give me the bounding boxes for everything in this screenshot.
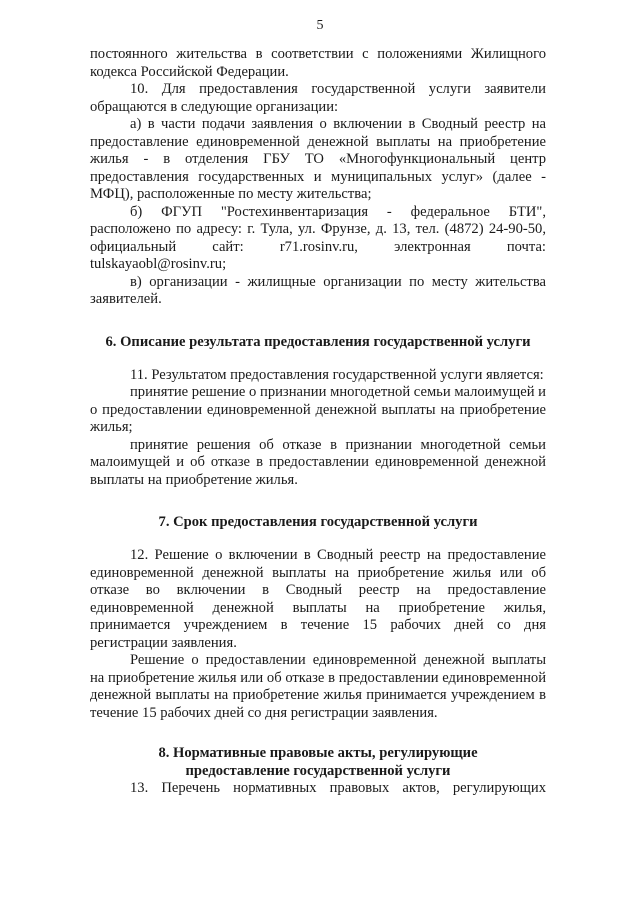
section-8-title-line1: 8. Нормативные правовые акты, регулирующие: [158, 745, 478, 761]
section-8-title: [90, 744, 546, 780]
paragraph-continuation: постоянного жительства в соответствии с положениями Жилищного кодекса Российской Федерации.: [90, 46, 546, 80]
paragraph-item-13: 13. Перечень нормативных правовых актов, регулирующих: [130, 780, 546, 796]
paragraph-decision-payment: Решение о предоставлении единовременной денежной выплаты на приобретение жилья или об отказе в предоставлении единовременной денежной выплаты на приобретение жилья принимается учреждением в течение 15 рабочих дней со дня регистрации заявления.: [90, 652, 546, 721]
paragraph-result-refusal: принятие решения об отказе в признании многодетной семьи малоимущей и об отказе в предоставлении единовременной денежной выплаты на приобретение жилья.: [90, 436, 546, 488]
section-6-title: 6. Описание результата предоставления государственной услуги: [105, 333, 531, 350]
paragraph-item-10a: а) в части подачи заявления о включении в Сводный реестр на предоставление единовременной денежной выплаты на приобретение жилья - в отделения ГБУ ТО «Многофункциональный центр предоставления государственных и муниципальных услуг» (далее - МФЦ), расположенные по месту жительства;: [90, 116, 546, 202]
paragraph-item-10b: б) ФГУП "Ростехинвентаризация - федеральное БТИ", расположено по адресу: г. Тула, ул. Фрунзе, д. 13, тел. (4872) 24-90-50, официальный сайт: r71.rosinv.ru, электронная почта: tulskayaobl@rosinv.ru;: [90, 203, 546, 272]
paragraph-item-10: 10. Для предоставления государственной услуги заявители обращаются в следующие организации:: [90, 81, 546, 115]
paragraph-item-11: 11. Результатом предоставления государственной услуги является:: [130, 366, 544, 383]
paragraph-item-12: 12. Решение о включении в Сводный реестр на предоставление единовременной денежной выплаты на приобретение жилья или об отказе во включении в Сводный реестр на предоставление единовременной денежной выплаты на приобретение жилья, принимается учреждением в течение 15 рабочих дней со дня регистрации заявления.: [90, 547, 546, 651]
document-body: [90, 46, 546, 798]
paragraph-result-grant: принятие решение о признании многодетной семьи малоимущей и о предоставлении единовременной денежной выплаты на приобретение жилья;: [90, 384, 546, 435]
page-number: 5: [316, 18, 324, 33]
section-7-title: 7. Срок предоставления государственной услуги: [158, 514, 478, 530]
paragraph-item-10c: в) организации - жилищные организации по месту жительства заявителей.: [90, 273, 546, 307]
section-8-title-line2: предоставление государственной услуги: [185, 763, 451, 779]
